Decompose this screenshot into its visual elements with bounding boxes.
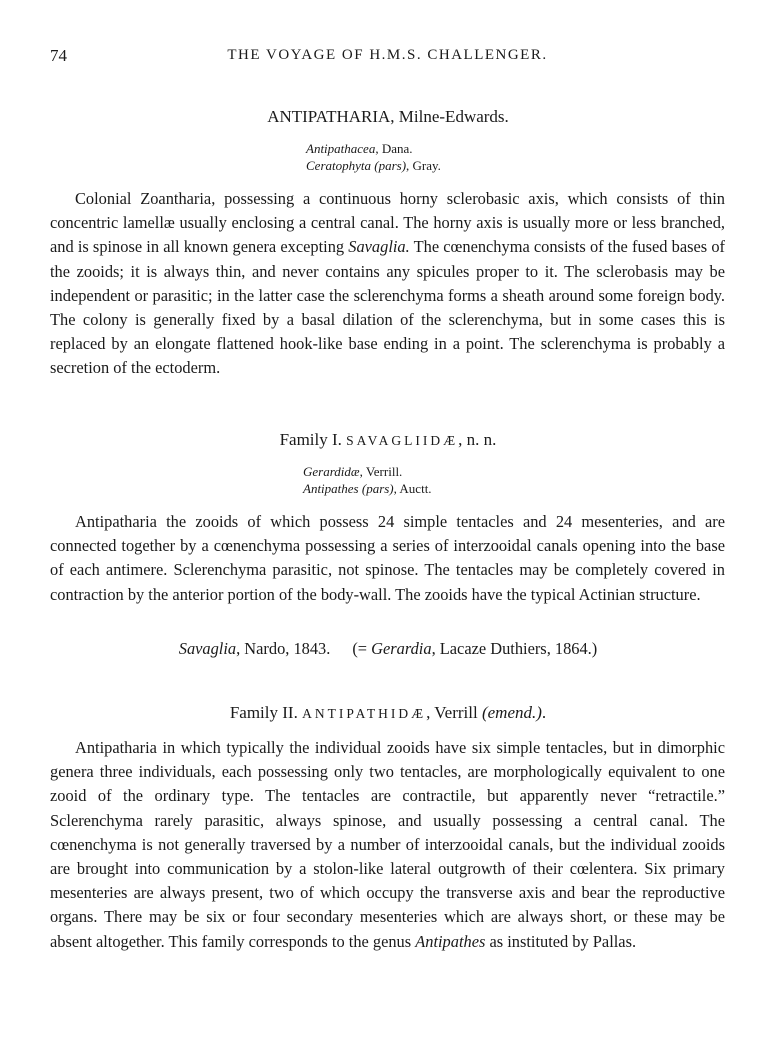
synonym-name: Antipathes: [303, 481, 359, 496]
page-number: 74: [50, 46, 67, 65]
family-2-description-text: Antipatharia in which typically the individual zooids have six simple tentacles, but in dimorphic genera three individuals, each possessing only two tentacles, are morphologically equivalent to one zooid of the ordinary type. The tentacles are contractile, but apparently never “retractile.” Sclerenchyma rarely parasitic, always spinose, and usually possessing a central canal. The cœnenchyma is not generally traversed by a number of interzooidal canals, but the individual zooids are brought into communication by a stolon-like lateral outgrowth of their cœlentera. Six primary mesenteries are always present, two of which occupy the transverse axis and bear the reproductive organs. There may be six or four secondary mesenteries which are always short, or these may be absent altogether. This family corresponds to the genus: [50, 738, 725, 951]
order-description-text-2: The cœnenchyma consists of the fused bases of the zooids; it is always thin, and never contains any spicules proper to it. The sclerobasis may be independent or parasitic; in the latter case the sclerenchyma forms a sheath around some foreign body. The colony is generally fixed by a basal dilation of the sclerenchyma, but in some cases this is replaced by an elongate flattened hook-like base ending in a point. The sclerenchyma is probably a secretion of the ectoderm.: [50, 237, 725, 378]
synonym-name: Gerardidæ: [303, 464, 360, 479]
synonym-qualifier: (pars): [374, 158, 407, 173]
synonym-qualifier: (pars): [361, 481, 394, 496]
family-2-end: .: [541, 703, 547, 722]
genus-author: , Nardo, 1843.: [236, 639, 331, 658]
family-1-description: [50, 510, 725, 607]
order-description-text: Colonial Zoantharia, possessing a continuous horny sclerobasic axis, which consists of thin concentric lamellæ usually enclosing a central canal. The horny axis is usually more or less branched, and is spinose in all known genera excepting: [50, 189, 725, 257]
genus-savaglia-ref: Savaglia.: [348, 237, 410, 257]
genus-synonym-name: Gerardia: [371, 639, 432, 658]
family-2-description: [50, 736, 725, 954]
synonym-author: , Dana.: [375, 141, 413, 156]
order-heading: ANTIPATHARIA, Milne-Edwards.: [267, 107, 509, 126]
synonym-author: , Auctt.: [393, 481, 432, 496]
synonym-name: Antipathacea: [306, 141, 376, 156]
family-2-prefix: Family II.: [229, 703, 298, 722]
synonym-name: Ceratophyta: [306, 158, 371, 173]
family-1-name: SAVAGLIIDÆ: [346, 433, 459, 448]
family-2-author: , Verrill: [426, 703, 478, 722]
running-title: THE VOYAGE OF H.M.S. CHALLENGER.: [227, 47, 548, 63]
running-header: [50, 46, 725, 68]
order-description: [50, 187, 725, 381]
family-1-suffix: , n. n.: [458, 430, 497, 449]
synonym-author: , Gray.: [406, 158, 441, 173]
genus-synonym-open: (=: [352, 639, 372, 658]
synonym-line: [306, 140, 441, 157]
family-1-synonyms: [303, 463, 432, 497]
synonym-line: [303, 480, 432, 497]
genus-line: [0, 639, 776, 659]
family-2-description-end: as instituted by Pallas.: [489, 931, 637, 951]
synonym-line: [306, 157, 441, 174]
genus-antipathes-ref: Antipathes: [415, 931, 486, 951]
genus-synonym-author: , Lacaze Duthiers, 1864.): [431, 639, 598, 658]
family-1-description-text: Antipatharia the zooids of which possess 24 simple tentacles and 24 mesenteries, and are connected together by a cœnenchyma possessing a series of interzooidal canals opening into the base of each antimere. Sclerenchyma parasitic, not spinose. The tentacles may be completely covered in contraction by the anterior portion of the body-wall. The zooids have the typical Actinian structure.: [50, 512, 725, 604]
family-1-heading: [0, 430, 776, 450]
genus-name: Savaglia: [178, 639, 237, 658]
order-synonyms: [306, 140, 441, 174]
synonym-author: , Verrill.: [359, 464, 403, 479]
family-2-emend: (emend.): [481, 703, 542, 722]
synonym-line: [303, 463, 432, 480]
family-2-name: ANTIPATHIDÆ: [302, 706, 427, 721]
family-2-heading: [0, 703, 776, 723]
family-1-prefix: Family I.: [279, 430, 342, 449]
